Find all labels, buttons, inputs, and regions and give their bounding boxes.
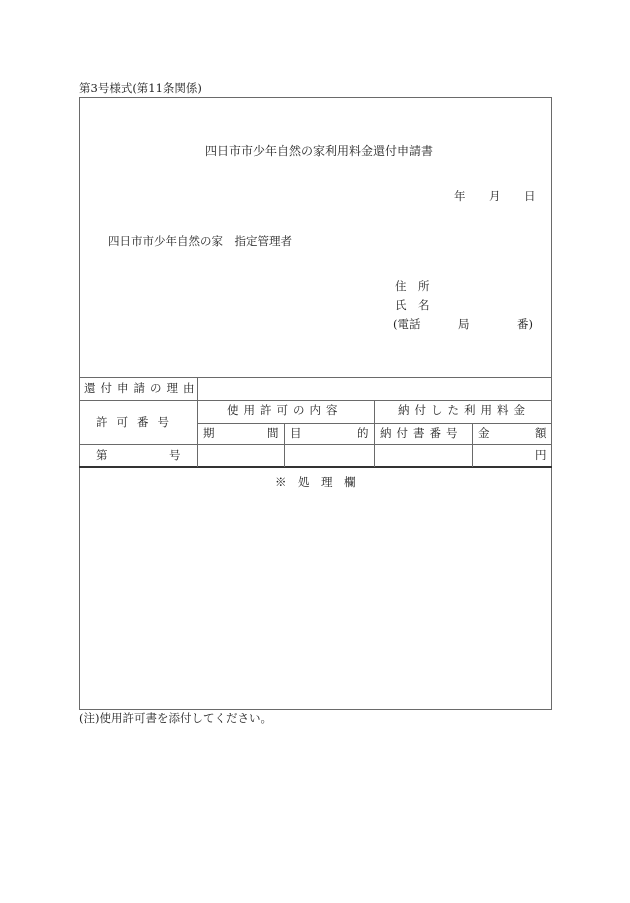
name-label: 氏 名: [395, 298, 430, 312]
phone-number: 番): [517, 317, 533, 331]
form-title: 四日市市少年自然の家利用料金還付申請書: [205, 144, 434, 158]
reason-bottom-line: [79, 400, 552, 401]
purpose-start: 目: [290, 426, 302, 440]
reason-label: 還付申請の理由: [84, 381, 200, 395]
phone-open: (電話: [393, 317, 421, 331]
note: (注)使用許可書を添付してください。: [79, 711, 272, 725]
date-day: 日: [524, 189, 536, 203]
yen-unit: 円: [535, 448, 547, 462]
amount-end: 額: [535, 426, 547, 440]
number-prefix: 第: [96, 448, 108, 462]
address-label: 住 所: [395, 279, 430, 293]
paid-header: 納付した利用料金: [398, 403, 530, 417]
reason-field[interactable]: [198, 378, 551, 400]
permit-number-label: 許可番号: [96, 415, 178, 429]
processing-label: ※ 処 理 欄: [275, 475, 356, 489]
period-start: 期: [203, 426, 215, 440]
payment-slip-field[interactable]: [375, 445, 472, 466]
usage-header: 使用許可の内容: [227, 403, 343, 417]
addressee: 四日市市少年自然の家 指定管理者: [108, 234, 292, 248]
number-suffix: 号: [169, 448, 181, 462]
period-field[interactable]: [198, 445, 284, 466]
date-month: 月: [489, 189, 501, 203]
period-end: 間: [267, 426, 279, 440]
purpose-end: 的: [357, 426, 369, 440]
table-bottom-line: [79, 466, 552, 468]
phone-exchange: 局: [458, 317, 470, 331]
amount-start: 金: [478, 426, 490, 440]
payment-slip-label: 納付書番号: [380, 426, 463, 440]
form-label: 第3号様式(第11条関係): [79, 81, 202, 95]
purpose-field[interactable]: [285, 445, 374, 466]
date-year: 年: [454, 189, 466, 203]
